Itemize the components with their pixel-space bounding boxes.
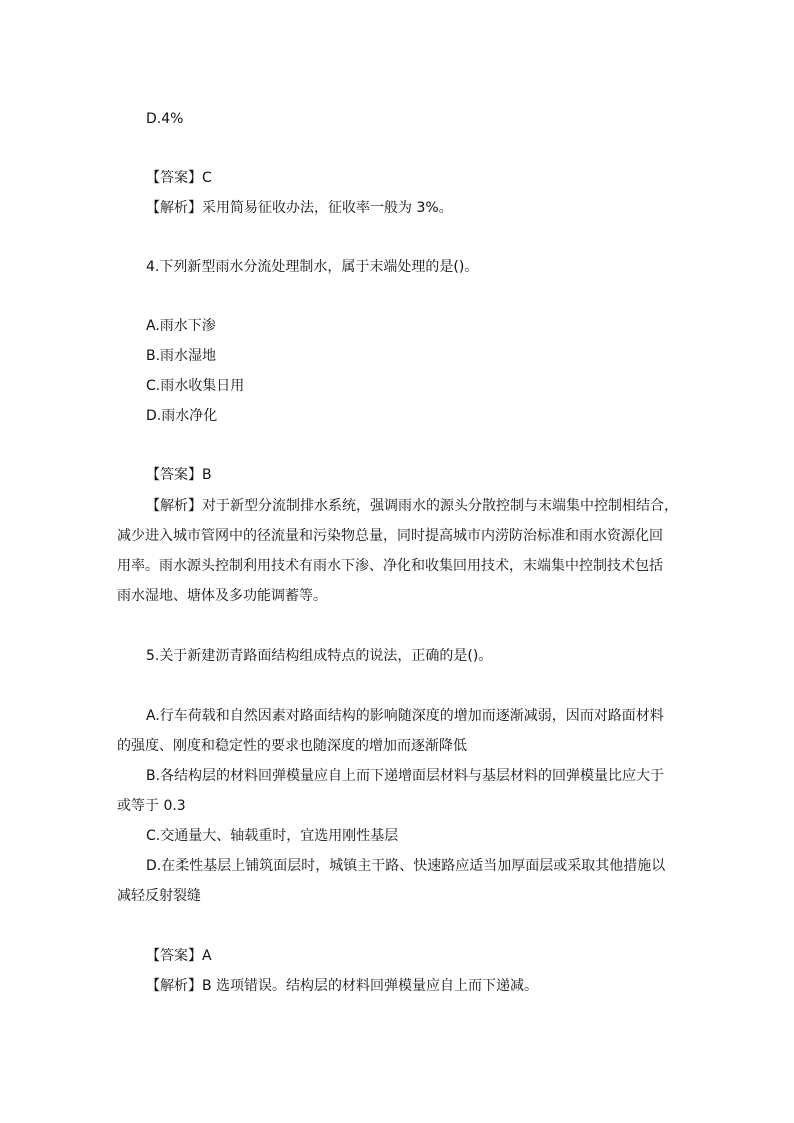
- q4-analysis-line: 【解析】对于新型分流制排水系统，强调雨水的源头分散控制与末端集中控制相结合，: [146, 498, 678, 514]
- q5-option-d: D.在柔性基层上铺筑面层时，城镇主干路、快速路应适当加厚面层或采取其他措施以: [146, 858, 666, 874]
- q4-stem: 4.下列新型雨水分流处理制水，属于末端处理的是()。: [146, 259, 479, 275]
- q5-analysis: 【解析】B 选项错误。结构层的材料回弹模量应自上而下递减。: [146, 978, 539, 994]
- q4-option-a: A.雨水下渗: [146, 318, 216, 334]
- q5-option-b: B.各结构层的材料回弹模量应自上而下递增面层材料与基层材料的回弹模量比应大于: [146, 768, 665, 784]
- q5-option-c: C.交通量大、轴载重时，宜选用刚性基层: [146, 828, 399, 844]
- q4-option-d: D.雨水净化: [146, 408, 218, 424]
- q4-analysis-line: 减少进入城市管网中的径流量和污染物总量，同时提高城市内涝防治标准和雨水资源化回: [117, 528, 663, 544]
- q5-option-a: A.行车荷载和自然因素对路面结构的影响随深度的增加而逐渐减弱，因而对路面材料: [146, 708, 664, 724]
- q3-answer: 【答案】C: [146, 170, 212, 186]
- q4-analysis-line: 用率。雨水源头控制利用技术有雨水下渗、净化和收集回用技术，末端集中控制技术包括: [117, 558, 663, 574]
- q4-analysis-line: 雨水湿地、塘体及多功能调蓄等。: [117, 588, 327, 604]
- q4-answer: 【答案】B: [146, 467, 212, 483]
- q3-option-d: D.4%: [146, 111, 184, 127]
- q5-answer: 【答案】A: [146, 948, 212, 964]
- q4-option-b: B.雨水湿地: [146, 348, 217, 364]
- q4-option-c: C.雨水收集日用: [146, 378, 245, 394]
- q3-analysis: 【解析】采用简易征收办法，征收率一般为 3%。: [146, 200, 453, 216]
- q5-stem: 5.关于新建沥青路面结构组成特点的说法，正确的是()。: [146, 648, 493, 664]
- q5-option-d-cont: 减轻反射裂缝: [117, 888, 201, 904]
- q5-option-a-cont: 的强度、刚度和稳定性的要求也随深度的增加而逐渐降低: [117, 738, 467, 754]
- q5-option-b-cont: 或等于 0.3: [117, 798, 186, 814]
